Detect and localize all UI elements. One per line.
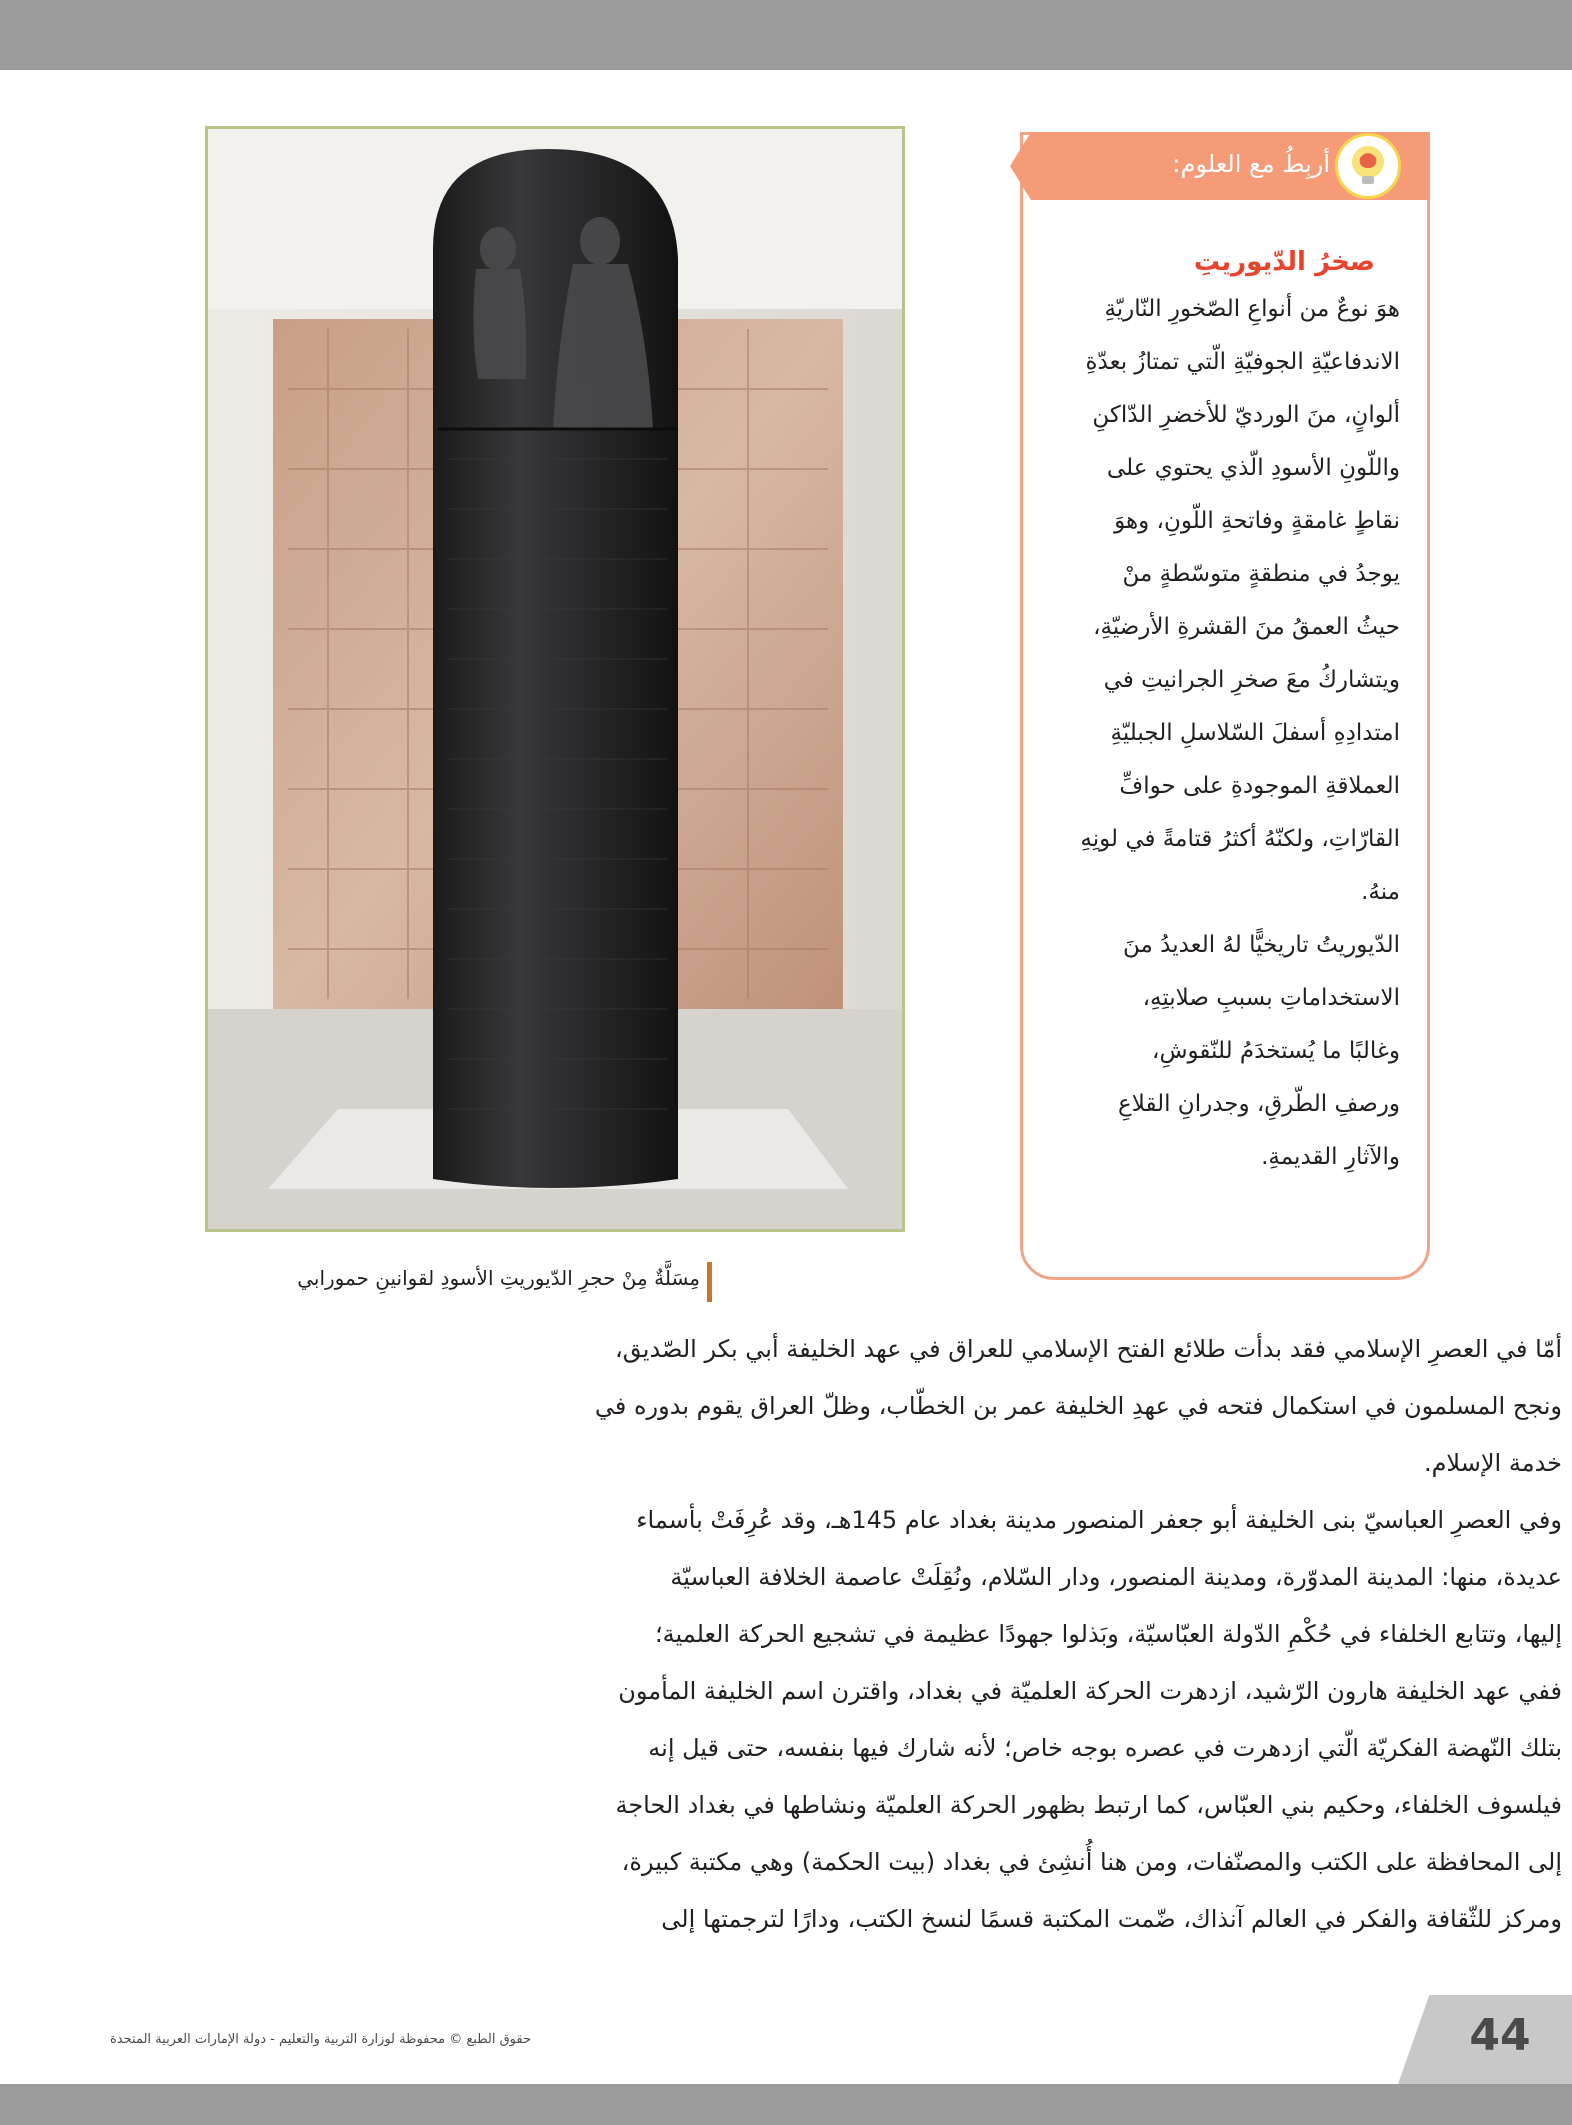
hammurabi-stele-photo <box>205 126 905 1232</box>
body-paragraph-line: خدمة الإسلام. <box>1423 1449 1562 1477</box>
science-box-line: القارّاتِ، ولكنّهُ أكثرُ قتامةً في لونِهِ <box>1080 826 1400 852</box>
body-paragraph-line: ونجح المسلمون في استكمال فتحه في عهدِ الخليفة عمر بن الخطّاب، وظلّ العراق يقوم بدوره في <box>594 1392 1562 1420</box>
body-paragraph-line: ففي عهد الخليفة هارون الرّشيد، ازدهرت الحركة العلميّة في بغداد، واقترن اسم الخليفة المأمون <box>618 1677 1562 1705</box>
science-box-line: العملاقةِ الموجودةِ على حوافِّ <box>1119 773 1400 799</box>
science-box-line: ورصفِ الطّرقِ، وجدرانِ القلاعِ <box>1118 1091 1400 1117</box>
caption-accent-bar <box>707 1262 712 1302</box>
science-box-line: ويتشاركُ معَ صخرِ الجرانيتِ في <box>1103 667 1400 693</box>
body-paragraph-line: وفي العصرِ العباسيّ بنى الخليفة أبو جعفر المنصور مدينة بغداد عام 145هـ، وقد عُرِفَتْ بأسماء <box>636 1506 1562 1534</box>
science-box-line: هوَ نوعٌ من أنواعِ الصّخورِ النّاريّةِ <box>1104 296 1400 322</box>
science-box-line: الاندفاعيّةِ الجوفيّةِ الّتي تمتازُ بعدّةِ <box>1085 349 1400 375</box>
bottom-bar <box>0 2084 1572 2125</box>
body-paragraph-line: بتلك النّهضة الفكريّة الّتي ازدهرت في عصره بوجه خاص؛ لأنه شارك فيها بنفسه، حتى قيل إنه <box>648 1734 1562 1762</box>
copyright-notice: حقوق الطبع © محفوظة لوزارة التربية والتعليم - دولة الإمارات العربية المتحدة <box>110 2032 532 2047</box>
body-paragraph-line: أمّا في العصرِ الإسلامي فقد بدأت طلائع الفتح الإسلامي للعراق في عهد الخليفة أبي بكر الصّديق، <box>615 1335 1562 1363</box>
science-box-line: الدّيوريتُ تاريخيًّا لهُ العديدُ منَ <box>1122 932 1400 958</box>
science-box-line: منهُ. <box>1361 879 1400 905</box>
science-box-header-label: أربِطُ مع العلوم: <box>1172 150 1330 178</box>
science-box-line: يوجدُ في منطقةٍ متوسّطةٍ منْ <box>1122 561 1400 587</box>
figure-caption: مِسَلَّةٌ مِنْ حجرِ الدّيوريتِ الأسودِ لقوانينِ حمورابي <box>297 1266 700 1290</box>
science-box-line: واللّونِ الأسودِ الّذي يحتوي على <box>1106 455 1400 481</box>
science-box-line: ألوانٍ، منَ الورديّ للأخضرِ الدّاكنِ <box>1092 402 1400 428</box>
body-paragraph-line: عديدة، منها: المدينة المدوّرة، ومدينة المنصور، ودار السّلام، ونُقِلَتْ عاصمة الخلافة العباسيّة <box>670 1563 1562 1591</box>
science-box-line: وغالبًا ما يُستخدَمُ للنّقوشِ، <box>1152 1038 1400 1064</box>
science-box-line: نقاطٍ غامقةٍ وفاتحةِ اللّونِ، وهوَ <box>1114 508 1400 534</box>
science-box-line: الاستخداماتِ بسببِ صلابتِهِ، <box>1142 985 1400 1011</box>
science-box-title: صخرُ الدّيوريتِ <box>1193 247 1375 277</box>
science-box-line: والآثارِ القديمةِ. <box>1261 1144 1400 1170</box>
body-paragraph-line: إلى المحافظة على الكتب والمصنّفات، ومن هنا أُنشِئ في بغداد (بيت الحكمة) وهي مكتبة كبيرة، <box>621 1848 1562 1876</box>
science-box-line: امتدادِهِ أسفلَ السّلاسلِ الجبليّةِ <box>1110 720 1400 746</box>
page-number: 44 <box>1469 2010 1531 2061</box>
body-paragraph-line: فيلسوف الخلفاء، وحكيم بني العبّاس، كما ارتبط بظهور الحركة العلميّة ونشاطها في بغداد الحاجة <box>615 1791 1562 1819</box>
lightbulb-brain-icon <box>1335 133 1401 199</box>
science-box-line: حيثُ العمقُ منَ القشرةِ الأرضيّةِ، <box>1093 614 1400 640</box>
body-paragraph-line: ومركز للثّقافة والفكر في العالم آنذاك، ضّمت المكتبة قسمًا لنسخ الكتب، ودارًا لترجمتها إلى <box>661 1905 1562 1933</box>
body-paragraph-line: إليها، وتتابع الخلفاء في حُكْمِ الدّولة العبّاسيّة، وبَذلوا جهودًا عظيمة في تشجيع الحركة العلمية؛ <box>654 1620 1562 1648</box>
top-bar <box>0 0 1572 70</box>
